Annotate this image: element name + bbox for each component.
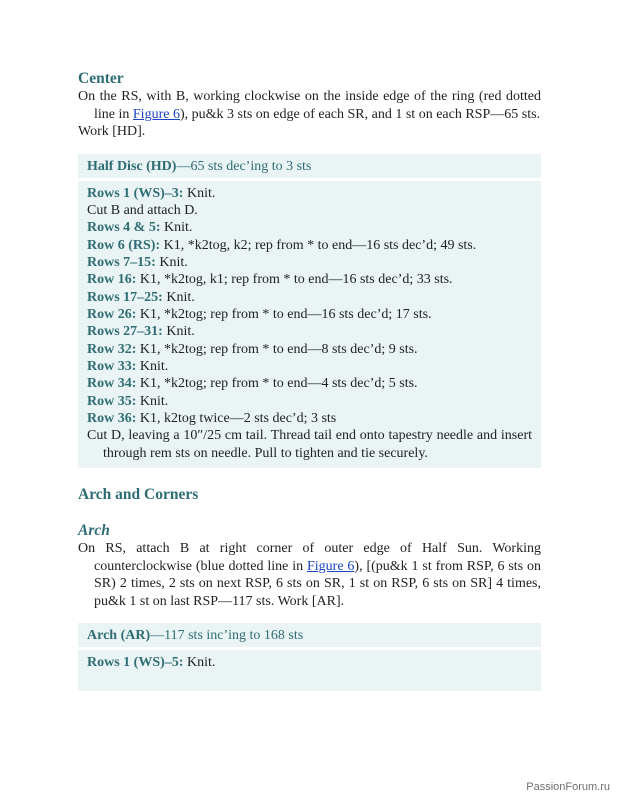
instruction-row — [87, 185, 532, 202]
figure-6-link[interactable]: Figure 6 — [132, 106, 180, 122]
row-text: Knit. — [160, 220, 193, 236]
row-text: Knit. — [183, 185, 216, 201]
row-label: Row 6 (RS): — [87, 237, 161, 253]
arch-text-after: ), [(pu&k 1 st from RSP, 6 sts on SR) 2 times, 2 sts on next RSP, 6 sts on SR, 1 st on RSP, 6 sts on SR] 4 times, pu&k 1 st on last RSP—117 sts. Work [AR]. — [94, 558, 541, 609]
instruction-row — [87, 427, 532, 462]
row-text: K1, *k2tog; rep from * to end—4 sts dec’d; 5 sts. — [136, 376, 418, 392]
arch-box-subtitle: —117 sts inc’ing to 168 sts — [150, 628, 304, 643]
row-label: Row 35: — [87, 393, 137, 409]
instruction-row — [87, 254, 532, 271]
row-label: Rows 1 (WS)–3: — [87, 185, 184, 201]
row-text: Knit. — [136, 393, 169, 409]
half-disc-box — [78, 154, 541, 469]
half-disc-header — [78, 154, 541, 181]
arch-box-header — [78, 623, 541, 650]
instruction-row — [87, 237, 532, 254]
row-text: Knit. — [162, 324, 195, 340]
arch-corners-heading: Arch and Corners — [78, 486, 199, 503]
row-text: Knit. — [183, 655, 216, 670]
page-content — [78, 70, 541, 691]
center-heading: Center — [78, 70, 124, 87]
half-disc-title: Half Disc (HD) — [87, 158, 177, 174]
instruction-row — [87, 323, 532, 340]
row-label: Row 16: — [87, 272, 137, 288]
row-text: Cut D, leaving a 10″/25 cm tail. Thread tail end onto tapestry needle and insert through rem sts on needle. Pull to tighten and tie securely. — [87, 428, 532, 461]
instruction-row — [87, 654, 532, 671]
half-disc-rows — [78, 181, 541, 469]
row-label: Rows 7–15: — [87, 254, 156, 270]
arch-box-title: Arch (AR) — [87, 628, 151, 643]
row-label: Rows 27–31: — [87, 324, 163, 340]
center-instructions — [78, 88, 541, 123]
instruction-row — [87, 358, 532, 375]
figure-6-link-2[interactable]: Figure 6 — [306, 558, 355, 574]
row-text: K1, k2tog twice—2 sts dec’d; 3 sts — [136, 410, 337, 426]
instruction-row — [87, 375, 532, 392]
half-disc-subtitle: —65 sts dec’ing to 3 sts — [176, 158, 312, 174]
row-text: Knit. — [155, 254, 188, 270]
row-text: K1, *k2tog, k2; rep from * to end—16 sts dec’d; 49 sts. — [160, 237, 477, 253]
instruction-row — [87, 202, 532, 219]
instruction-row — [87, 306, 532, 323]
arch-box-rows — [78, 650, 541, 691]
arch-box — [78, 623, 541, 691]
arch-heading: Arch — [78, 522, 110, 539]
row-text: K1, *k2tog; rep from * to end—16 sts dec’d; 17 sts. — [136, 306, 432, 322]
row-label: Row 32: — [87, 341, 137, 357]
row-label: Row 34: — [87, 376, 137, 392]
center-work-hd: Work [HD]. — [78, 124, 146, 139]
instruction-row — [87, 341, 532, 358]
center-text-after: ), pu&k 3 sts on edge of each SR, and 1 st on each RSP—65 sts. — [179, 106, 541, 122]
arch-instructions — [78, 540, 541, 610]
row-label: Row 36: — [87, 410, 137, 426]
instruction-row — [87, 271, 532, 288]
row-label: Row 26: — [87, 306, 137, 322]
watermark: PassionForum.ru — [526, 781, 610, 793]
instruction-row — [87, 219, 532, 236]
row-label: Rows 4 & 5: — [87, 220, 161, 236]
row-text: Cut B and attach D. — [87, 202, 198, 218]
row-label: Row 33: — [87, 358, 137, 374]
row-text: Knit. — [162, 289, 195, 305]
instruction-row — [87, 289, 532, 306]
center-text-before: On the RS, with B, working clockwise on the inside edge of the ring (red dotted line in — [78, 89, 541, 122]
row-text: K1, *k2tog; rep from * to end—8 sts dec’d; 9 sts. — [136, 341, 418, 357]
row-text: K1, *k2tog, k1; rep from * to end—16 sts dec’d; 33 sts. — [136, 272, 453, 288]
arch-text-before: On RS, attach B at right corner of outer edge of Half Sun. Working counterclockwise (blue dotted line in — [78, 541, 541, 574]
row-label: Rows 17–25: — [87, 289, 163, 305]
row-label: Rows 1 (WS)–5: — [87, 655, 184, 670]
instruction-row — [87, 410, 532, 427]
instruction-row — [87, 393, 532, 410]
row-text: Knit. — [136, 358, 169, 374]
